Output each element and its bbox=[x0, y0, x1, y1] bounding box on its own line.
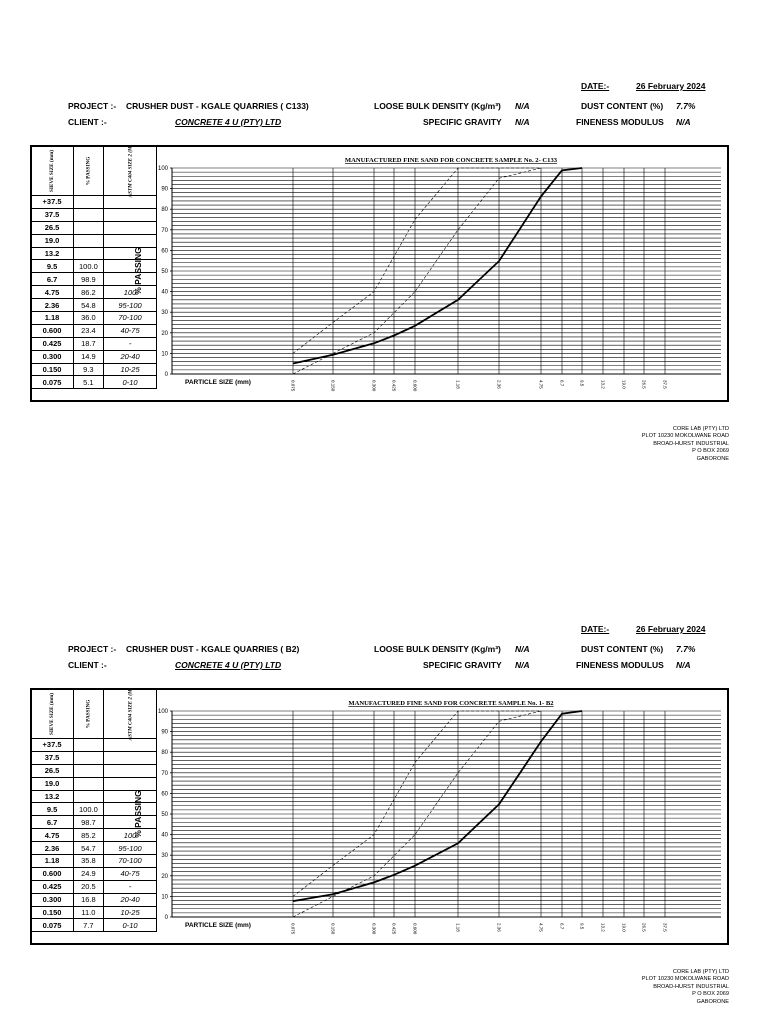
dust-content-label: DUST CONTENT (%) bbox=[581, 644, 664, 654]
sieve-size-cell: 0.075 bbox=[31, 376, 74, 389]
astm-limit-cell: 100 bbox=[103, 286, 157, 299]
x-tick-label: 1.18 bbox=[455, 923, 461, 932]
y-tick-label: 70 bbox=[161, 227, 168, 234]
sieve-size-cell: +37.5 bbox=[31, 196, 74, 209]
sieve-size-cell: 13.2 bbox=[31, 247, 74, 260]
percent-passing-cell: 100.0 bbox=[74, 260, 104, 273]
sieve-size-cell: 0.600 bbox=[31, 324, 74, 337]
x-tick-label: 26.5 bbox=[641, 380, 647, 389]
project-label: PROJECT :- bbox=[68, 644, 117, 654]
astm-limit-cell: 40-75 bbox=[103, 324, 157, 337]
x-axis-label: PARTICLE SIZE (mm) bbox=[185, 922, 251, 929]
column-header bbox=[31, 689, 74, 739]
percent-passing-cell bbox=[74, 764, 104, 777]
percent-passing-cell: 14.9 bbox=[74, 350, 104, 363]
y-axis-label: % PASSING bbox=[133, 790, 143, 838]
percent-passing-cell: 54.8 bbox=[74, 299, 104, 312]
sieve-size-cell: 0.150 bbox=[31, 906, 74, 919]
percent-passing-cell: 98.7 bbox=[74, 816, 104, 829]
y-tick-label: 20 bbox=[161, 330, 168, 337]
percent-passing-cell: 98.9 bbox=[74, 273, 104, 286]
y-tick-label: 10 bbox=[161, 894, 168, 901]
percent-passing-cell: 9.3 bbox=[74, 363, 104, 376]
y-tick-label: 60 bbox=[161, 248, 168, 255]
x-tick-label: 4.75 bbox=[538, 923, 544, 932]
column-header bbox=[31, 146, 74, 196]
sieve-size-cell: 0.300 bbox=[31, 350, 74, 363]
astm-limit-line bbox=[293, 711, 541, 896]
address-line: P O BOX 2069 bbox=[692, 448, 729, 455]
percent-passing-cell: 100.0 bbox=[74, 803, 104, 816]
x-tick-label: 0.425 bbox=[391, 923, 397, 935]
column-header bbox=[74, 689, 104, 739]
x-tick-label: 37.5 bbox=[662, 380, 668, 389]
y-tick-label: 70 bbox=[161, 770, 168, 777]
fineness-modulus-value: N/A bbox=[676, 117, 691, 127]
report-1 bbox=[0, 0, 768, 462]
y-tick-label: 40 bbox=[161, 289, 168, 296]
sieve-size-cell: 37.5 bbox=[31, 751, 74, 764]
sieve-size-cell: 4.75 bbox=[31, 286, 74, 299]
column-header-label: % PASSING bbox=[85, 699, 92, 728]
sieve-size-cell: 4.75 bbox=[31, 829, 74, 842]
sieve-size-cell: 2.36 bbox=[31, 299, 74, 312]
x-tick-label: 13.2 bbox=[600, 380, 606, 389]
client-value: CONCRETE 4 U (PTY) LTD bbox=[175, 117, 282, 127]
grading-chart bbox=[126, 147, 727, 400]
project-value: CRUSHER DUST - KGALE QUARRIES ( C133) bbox=[126, 101, 309, 111]
x-tick-label: 4.75 bbox=[538, 380, 544, 389]
x-tick-label: 0.075 bbox=[290, 380, 296, 392]
y-tick-label: 60 bbox=[161, 791, 168, 798]
x-tick-label: 0.600 bbox=[412, 923, 418, 935]
y-axis-label: % PASSING bbox=[133, 247, 143, 295]
y-tick-label: 30 bbox=[161, 310, 168, 317]
sieve-size-cell: 9.5 bbox=[31, 803, 74, 816]
y-tick-label: 0 bbox=[164, 915, 168, 921]
specific-gravity-value: N/A bbox=[515, 117, 530, 127]
astm-limit-cell: 0-10 bbox=[103, 919, 157, 932]
address-line: PLOT 10230 MOKOLWANE ROAD bbox=[641, 433, 729, 440]
astm-limit-cell: 100 bbox=[103, 829, 157, 842]
percent-passing-cell: 86.2 bbox=[74, 286, 104, 299]
sieve-size-cell: 26.5 bbox=[31, 221, 74, 234]
project-label: PROJECT :- bbox=[68, 101, 117, 111]
sieve-size-cell: 0.150 bbox=[31, 363, 74, 376]
percent-passing-cell: 54.7 bbox=[74, 842, 104, 855]
astm-limit-cell: 20-40 bbox=[103, 893, 157, 906]
astm-limit-cell: 10-25 bbox=[103, 363, 157, 376]
date-value: 26 February 2024 bbox=[636, 81, 706, 91]
sieve-size-cell: 6.7 bbox=[31, 816, 74, 829]
astm-limit-cell: - bbox=[103, 337, 157, 350]
sieve-size-cell: 0.300 bbox=[31, 893, 74, 906]
chart-title: MANUFACTURED FINE SAND FOR CONCRETE SAMPLE No. 1- B2 bbox=[348, 700, 554, 707]
x-tick-label: 26.5 bbox=[641, 923, 647, 932]
percent-passing-cell bbox=[74, 790, 104, 803]
sieve-size-cell: 19.0 bbox=[31, 234, 74, 247]
percent-passing-cell: 5.1 bbox=[74, 376, 104, 389]
x-tick-label: 19.0 bbox=[621, 923, 627, 932]
grading-chart bbox=[126, 690, 727, 943]
client-value: CONCRETE 4 U (PTY) LTD bbox=[175, 660, 282, 670]
x-tick-label: 2.36 bbox=[496, 380, 502, 389]
percent-passing-cell bbox=[74, 234, 104, 247]
astm-limit-cell: 40-75 bbox=[103, 867, 157, 880]
column-header-label: ASTM C404 SIZE 2 (M) bbox=[127, 687, 134, 740]
address-line: BROAD-HURST INDUSTRIAL bbox=[653, 983, 729, 990]
gridlines bbox=[172, 168, 721, 374]
percent-passing-cell bbox=[74, 208, 104, 221]
astm-limit-cell: 20-40 bbox=[103, 350, 157, 363]
x-tick-label: 6.7 bbox=[559, 923, 565, 930]
address-line: P O BOX 2069 bbox=[692, 991, 729, 998]
percent-passing-cell bbox=[74, 777, 104, 790]
astm-limit-cell: - bbox=[103, 880, 157, 893]
x-tick-label: 0.075 bbox=[290, 923, 296, 935]
sieve-size-cell: 1.18 bbox=[31, 312, 74, 325]
x-tick-label: 1.18 bbox=[455, 380, 461, 389]
dust-content-value: 7.7% bbox=[676, 644, 696, 654]
percent-passing-cell: 23.4 bbox=[74, 324, 104, 337]
lab-address bbox=[642, 969, 729, 1006]
x-tick-label: 0.600 bbox=[412, 380, 418, 392]
percent-passing-cell bbox=[74, 196, 104, 209]
sieve-size-cell: 0.600 bbox=[31, 867, 74, 880]
sieve-size-cell: 9.5 bbox=[31, 260, 74, 273]
x-axis-label: PARTICLE SIZE (mm) bbox=[185, 379, 251, 386]
address-line: CORE LAB (PTY) LTD bbox=[672, 426, 729, 432]
sieve-size-cell: 37.5 bbox=[31, 208, 74, 221]
loose-bulk-density-label: LOOSE BULK DENSITY (Kg/m³) bbox=[374, 644, 501, 654]
sieve-size-cell: 13.2 bbox=[31, 790, 74, 803]
dust-content-label: DUST CONTENT (%) bbox=[581, 101, 664, 111]
astm-limit-cell: 70-100 bbox=[103, 855, 157, 868]
y-tick-label: 90 bbox=[161, 186, 168, 193]
specific-gravity-label: SPECIFIC GRAVITY bbox=[423, 117, 502, 127]
x-tick-label: 0.150 bbox=[330, 923, 336, 935]
percent-passing-cell bbox=[74, 751, 104, 764]
address-line: GABORONE bbox=[696, 455, 729, 462]
loose-bulk-density-value: N/A bbox=[515, 644, 530, 654]
address-line: CORE LAB (PTY) LTD bbox=[672, 969, 729, 975]
x-tick-label: 0.300 bbox=[371, 380, 377, 392]
date-label: DATE:- bbox=[581, 81, 610, 91]
sieve-size-cell: 0.075 bbox=[31, 919, 74, 932]
x-tick-label: 0.300 bbox=[371, 923, 377, 935]
loose-bulk-density-value: N/A bbox=[515, 101, 530, 111]
address-line: BROAD-HURST INDUSTRIAL bbox=[653, 440, 729, 447]
fineness-modulus-value: N/A bbox=[676, 660, 691, 670]
date-label: DATE:- bbox=[581, 624, 610, 634]
x-tick-label: 37.5 bbox=[662, 923, 668, 932]
sieve-size-cell: 2.36 bbox=[31, 842, 74, 855]
sieve-size-cell: 26.5 bbox=[31, 764, 74, 777]
y-tick-label: 50 bbox=[161, 269, 168, 275]
x-tick-label: 0.150 bbox=[330, 380, 336, 392]
x-tick-label: 2.36 bbox=[496, 923, 502, 932]
sieve-size-cell: 1.18 bbox=[31, 855, 74, 868]
astm-limit-cell: 10-25 bbox=[103, 906, 157, 919]
chart-title: MANUFACTURED FINE SAND FOR CONCRETE SAMPLE No. 2- C133 bbox=[344, 157, 558, 164]
grading-curve bbox=[293, 168, 582, 364]
column-header bbox=[74, 146, 104, 196]
x-tick-label: 9.5 bbox=[579, 923, 585, 930]
y-tick-label: 80 bbox=[161, 750, 168, 757]
percent-passing-cell bbox=[74, 247, 104, 260]
percent-passing-cell: 18.7 bbox=[74, 337, 104, 350]
x-tick-label: 19.0 bbox=[621, 380, 627, 389]
astm-limit-cell: 0-10 bbox=[103, 376, 157, 389]
percent-passing-cell: 35.8 bbox=[74, 855, 104, 868]
column-header-label: SIEVE SIZE (mm) bbox=[49, 149, 56, 192]
address-line: GABORONE bbox=[696, 998, 729, 1005]
address-line: PLOT 10230 MOKOLWANE ROAD bbox=[641, 976, 729, 983]
sieve-size-cell: 6.7 bbox=[31, 273, 74, 286]
project-value: CRUSHER DUST - KGALE QUARRIES ( B2) bbox=[126, 644, 300, 654]
percent-passing-cell: 20.5 bbox=[74, 880, 104, 893]
percent-passing-cell: 36.0 bbox=[74, 312, 104, 325]
y-tick-label: 20 bbox=[161, 873, 168, 880]
percent-passing-cell: 16.8 bbox=[74, 893, 104, 906]
y-tick-label: 30 bbox=[161, 853, 168, 860]
client-label: CLIENT :- bbox=[68, 117, 107, 127]
lab-address bbox=[642, 426, 729, 463]
y-tick-label: 100 bbox=[157, 166, 168, 172]
y-tick-label: 0 bbox=[164, 372, 168, 378]
y-tick-label: 90 bbox=[161, 729, 168, 736]
client-label: CLIENT :- bbox=[68, 660, 107, 670]
x-tick-label: 13.2 bbox=[600, 923, 606, 932]
dust-content-value: 7.7% bbox=[676, 101, 696, 111]
percent-passing-cell: 11.0 bbox=[74, 906, 104, 919]
astm-limit-cell: 95-100 bbox=[103, 842, 157, 855]
percent-passing-cell: 24.9 bbox=[74, 867, 104, 880]
fineness-modulus-label: FINENESS MODULUS bbox=[576, 117, 664, 127]
y-tick-label: 10 bbox=[161, 351, 168, 358]
report-2 bbox=[0, 543, 768, 1005]
sieve-size-cell: 0.425 bbox=[31, 880, 74, 893]
specific-gravity-label: SPECIFIC GRAVITY bbox=[423, 660, 502, 670]
gridlines bbox=[172, 711, 721, 917]
percent-passing-cell bbox=[74, 221, 104, 234]
percent-passing-cell: 85.2 bbox=[74, 829, 104, 842]
y-tick-label: 50 bbox=[161, 812, 168, 818]
y-tick-label: 40 bbox=[161, 832, 168, 839]
astm-limit-cell: 95-100 bbox=[103, 299, 157, 312]
sieve-size-cell: 0.425 bbox=[31, 337, 74, 350]
x-tick-label: 9.5 bbox=[579, 380, 585, 387]
fineness-modulus-label: FINENESS MODULUS bbox=[576, 660, 664, 670]
x-tick-label: 0.425 bbox=[391, 380, 397, 392]
column-header-label: ASTM C404 SIZE 2 (M) bbox=[127, 144, 134, 197]
date-value: 26 February 2024 bbox=[636, 624, 706, 634]
percent-passing-cell: 7.7 bbox=[74, 919, 104, 932]
x-tick-label: 6.7 bbox=[559, 380, 565, 387]
y-tick-label: 80 bbox=[161, 207, 168, 214]
column-header-label: SIEVE SIZE (mm) bbox=[49, 692, 56, 735]
y-tick-label: 100 bbox=[157, 709, 168, 715]
sieve-size-cell: +37.5 bbox=[31, 739, 74, 752]
loose-bulk-density-label: LOOSE BULK DENSITY (Kg/m³) bbox=[374, 101, 501, 111]
column-header-label: % PASSING bbox=[85, 156, 92, 185]
astm-limit-cell: 70-100 bbox=[103, 312, 157, 325]
specific-gravity-value: N/A bbox=[515, 660, 530, 670]
sieve-size-cell: 19.0 bbox=[31, 777, 74, 790]
percent-passing-cell bbox=[74, 739, 104, 752]
